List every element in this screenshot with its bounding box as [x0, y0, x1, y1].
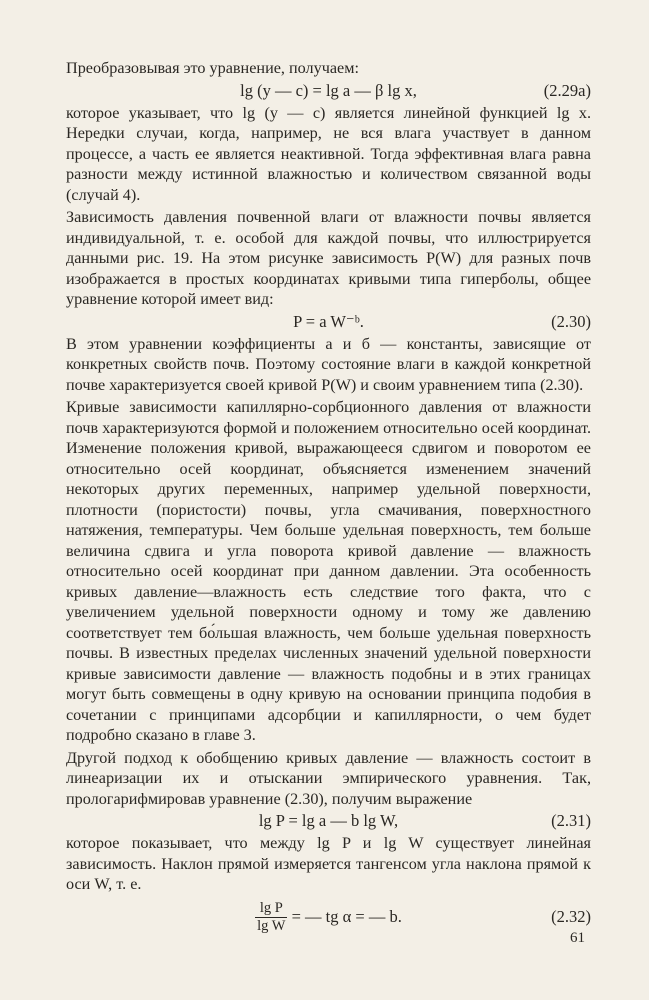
equation-number: (2.30): [551, 311, 591, 331]
paragraph-coefficients: В этом уравнении коэффициенты a и б — константы, зависящие от конкретных свойств почв. Поэтому состояние влаги в каждой конкретной почве характеризуется своей кривой P(W) и своим уравнением типа (2.30).: [66, 334, 591, 394]
equation-number: (2.29а): [543, 80, 591, 100]
paragraph-pressure-dependence: Зависимость давления почвенной влаги от влажности почвы является индивидуальной, т. е. особой для каждой почвы, что иллюстрируется данными рис. 19. На этом рисунке зависимость P(W) для разных почв изображается в простых координатах кривыми типа гиперболы, общее уравнение которой имеет вид:: [66, 208, 591, 308]
equation-expression: P = a W⁻ᵇ.: [293, 311, 364, 331]
paragraph-slope: которое показывает, что между lg P и lg W существует линейная зависимость. Наклон прямой измеряется тангенсом угла наклона прямой к оси W, т. е.: [66, 834, 591, 893]
equation-2-31: [66, 809, 591, 833]
page-number: 61: [570, 930, 585, 946]
equation-rest: = — tg α = — b.: [291, 906, 402, 926]
equation-expression: [66, 897, 591, 937]
paragraph-curves: Кривые зависимости капиллярно-сорбционного давления от влажности почв характеризуются формой и положением относительно осей координат. Изменение положения кривой, выражающееся сдвигом и поворотом ее относительно осей координат, объясняется изменением значений некоторых других переменных, например удельной поверхности, плотности (пористости) почвы, угла смачивания, поверхностного натяжения, температуры. Чем больше удельная поверхность, тем больше величина сдвига и угла поворота кривой давление — влажность относительно осей координат при данном давлении. Эта особенность кривых давление—влажность есть следствие того факта, что с увеличением удельной поверхности одному и тому же давлению соответствует тем бо́льшая влажность, чем больше удельная поверхность почвы. В известных пределах численных значений удельной поверхности кривые зависимости давление — влажность подобны и в этих границах могут быть совмещены в одну кривую на основании принципа подобия в сочетании с принципами адсорбции и капиллярности, о чем будет подробно сказано в главе 3.: [66, 398, 591, 744]
equation-2-32: [66, 895, 591, 939]
equation-expression: lg (y — c) = lg a — β lg x,: [240, 80, 417, 100]
equation-number: (2.31): [551, 811, 591, 830]
paragraph-linear-function: которое указывает, что lg (y — c) является линейной функцией lg x. Нередки случаи, когда, например, не вся влага участвует в данном процессе, а часть ее является неактивной. Тогда эффективная влага равна разности между истинной влажностью и количеством связанной воды (случай 4).: [66, 103, 591, 204]
equation-2-30: [66, 310, 591, 334]
equation-2-29a: [66, 79, 591, 103]
equation-fraction: [255, 900, 287, 935]
paragraph-linearization: Другой подход к обобщению кривых давление — влажность состоит в линеаризации их и отыскании эмпирического уравнения. Так, прологарифмировав уравнение (2.30), получим выражение: [66, 748, 591, 808]
fraction-numerator: lg P: [255, 900, 287, 918]
equation-expression: lg P = lg a — b lg W,: [258, 811, 399, 830]
paragraph-intro: Преобразовывая это уравнение, получаем:: [66, 59, 359, 77]
equation-number: (2.32): [551, 906, 591, 926]
fraction-denominator: lg W: [257, 918, 286, 935]
